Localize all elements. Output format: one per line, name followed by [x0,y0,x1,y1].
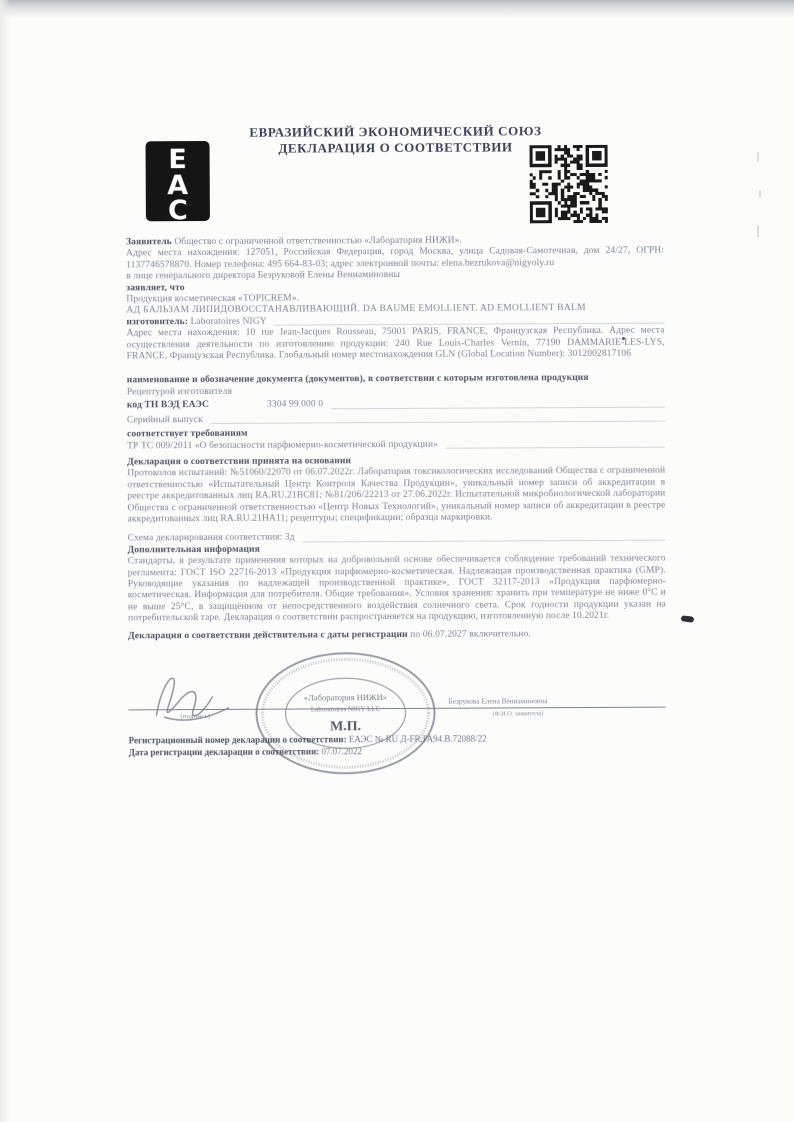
handwritten-signature [146,665,250,733]
title-line-union: ЕВРАЗИЙСКИЙ ЭКОНОМИЧЕСКИЙ СОЮЗ [249,123,542,140]
declares-line: заявляет, что [126,282,185,294]
tnved-label: код ТН ВЭД ЕАЭС [126,400,209,411]
registration-number-value: ЕАЭС № RU Д-FR.РА94.В.72088/22 [348,733,487,745]
product-name: Продукция косметическая «TOPICREM». [126,293,300,305]
stamp-mp: М.П. [329,719,362,735]
eac-letter: С [167,195,188,222]
additional-text: Стандарты, в результате применения которых на добровольной основе обеспечивается соблюдение требований технического регламента: ГОСТ ISO 22716-2013 «Продукция парфюмерно-косметическая. Надлежащая производственная практика (GMP). Руководящие указания по надлежащей производственной практике», ГОСТ 32117-2013 «Продукция парфюмерно-косметическая. Информация для потребителя. Общие требования». Условия хранения: хранить при температуре не ниже 0°С и не выше 25°С, в защищённом от непосредственного воздействия солнечного света. Срок годности продукции указан на потребительской таре. Декларация о соответствии распространяется на продукцию, изготовленную после 10.2021г. [127,553,666,624]
rule-line [211,421,665,424]
signatory-name: Безрукова Елена Вениаминовна [448,696,548,706]
additional-label: Дополнительная информация [127,544,260,556]
declarant-label: Заявитель [126,237,172,248]
basis-label: Декларация о соответствии принята на основании [127,456,352,468]
docs-label: наименование и обозначение документа (документов), в соответствии с которым изготовлена продукция [126,373,589,386]
eac-letter: Е [168,144,187,176]
basis-text: Протоколов испытаний: №51060/22070 от 06.07.2022г. Лаборатория токсикологических исследований Общества с ограниченной ответственностью «Испытательный Центр Контроля Качества Продукции», уникальный номер записи об аккредитации в реестре аккредитованных лиц RA.RU.21ВС81; №81/206/22213 от 27.06.2022г. Испытательной микробиологической лаборатории Общества с ограниченной ответственностью «Центр Новых Технологий», уникальный номер записи об аккредитации в реестре аккредитованных лиц RA.RU.21НА11; рецептуры; спецификации; образца маркировки. [127,465,666,525]
product-name-full: АД БАЛЬЗАМ ЛИПИДОВОССТАНАВЛИВАЮЩИЙ. DA BAUME EMOLLIENT. AD EMOLLIENT BALM [126,303,587,316]
registration-date-value: 07.07.2022 [321,746,363,757]
validity-line: Декларация о соответствии действительна с даты регистрации по 06.07.2027 включительно. [128,628,531,642]
tnved-code: 3304 99 000 0 [266,399,324,410]
rule-line [446,447,665,449]
manufacturer-name: Laboratoires NIGY [190,316,267,327]
rule-line [331,406,665,409]
stamp-company-en: Laboratoires NIGY LLC [310,705,381,714]
stamp-company-ru: «Лаборатория НИЖИ» [303,692,388,703]
registration-date-line [129,744,689,758]
declarant-director: в лице генерального директора Безруковой Елены Вениаминовны [126,270,401,282]
complies-label: соответствует требованиям [127,428,248,440]
eac-letter: А [167,170,189,202]
qr-code [529,145,609,228]
manufacturer-address: Адрес места нахождения: 10 rue Jean-Jacques Rousseau, 75001 PARIS, FRANCE, Французская Республика. Адрес места осуществления деятельности по изготовлению продукции: 240 Rue Louis-Charles Vernin, 77190 DAMMARIE-LES-LYS, FRANCE, Французская Республика. Глобальный номер местонахождения GLN (Global Location Number): 3012002817106 [126,325,665,362]
declarant-name: Общество с ограниченной ответственностью «Лаборатория НИЖИ». [174,235,463,248]
serial-line: Серийный выпуск [127,412,665,426]
company-stamp [252,650,439,782]
eac-mark-icon [146,141,210,226]
docs-value: Рецептурой изготовителя [126,386,233,398]
declaration-body [126,235,666,643]
registration-date-label: Дата регистрации декларации о соответствии: [128,746,320,758]
title-line-declaration: ДЕКЛАРАЦИЯ О СООТВЕТСТВИИ [278,139,513,156]
scheme-line: Схема декларирования соответствия: 3д [128,531,666,545]
signatory-caption: (Ф.И.О. заявителя) [492,710,544,718]
signature-caption: (подпись) [180,712,211,721]
manufacturer-label: изготовитель: [126,316,189,328]
declarant-address: Адрес места нахождения: 127051, Российская Федерация, город Москва, улица Садовая-Самотечная, дом 24/27, ОГРН: 1137746578870. Номер телефона: 495 664-83-03; адрес электронной почты: elena.bezrukova@nigyoly.ru [126,246,665,271]
tnved-line [127,398,665,412]
registration-number-label: Регистрационный номер декларации о соответствии: [128,734,347,746]
complies-value: ТР ТС 009/2011 «О безопасности парфюмерно-косметической продукции» [127,438,665,452]
